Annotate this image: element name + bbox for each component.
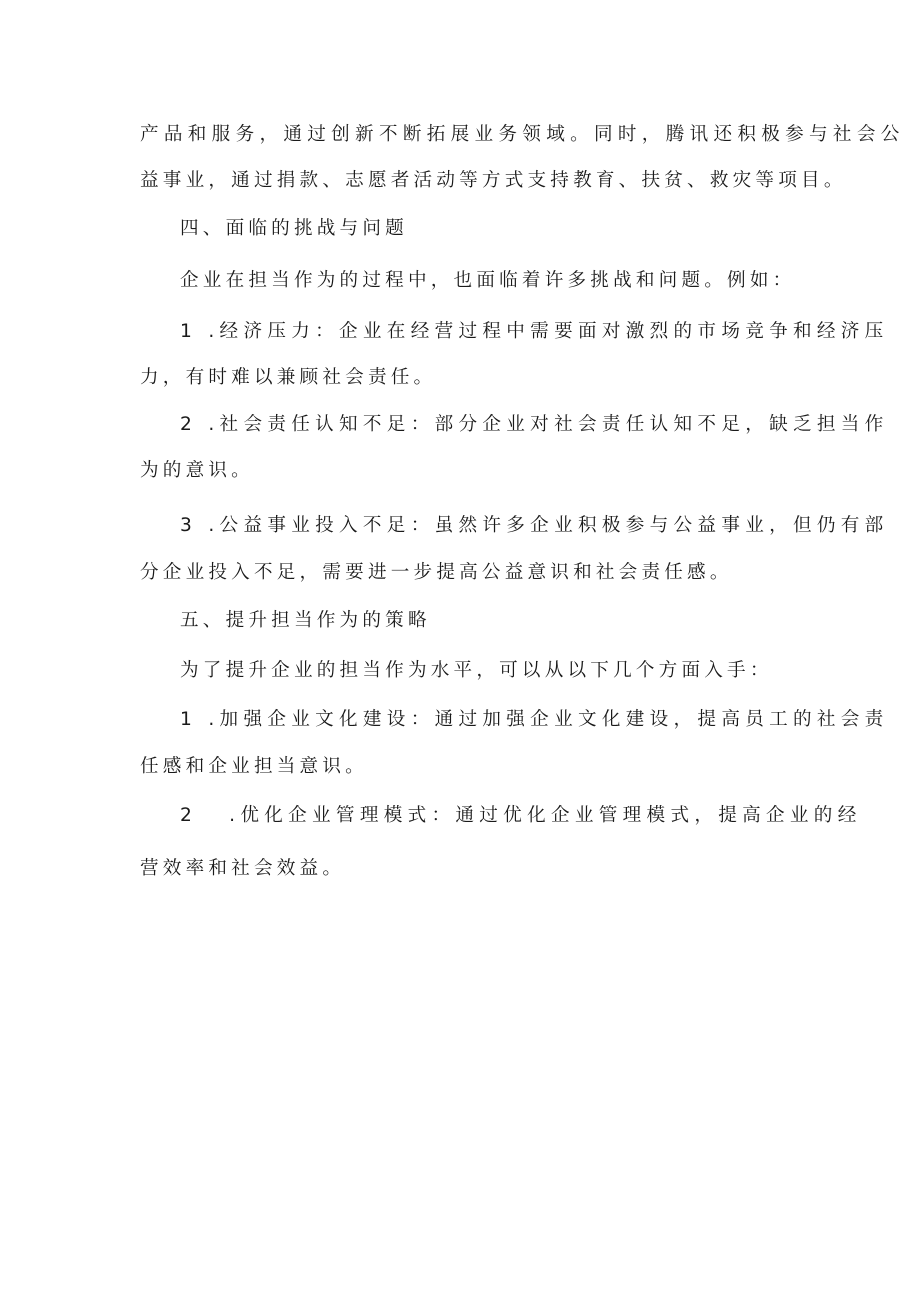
list-item-line: 任感和企业担当意识。 — [140, 756, 368, 777]
paragraph-line: 产品和服务，通过创新不断拓展业务领域。同时，腾讯还积极参与社会公 — [140, 124, 905, 145]
paragraph-line: 企业在担当作为的过程中，也面临着许多挑战和问题。例如： — [180, 270, 796, 291]
list-item-number: 2 — [180, 805, 198, 826]
section-heading: 四、面临的挑战与问题 — [180, 218, 408, 239]
list-item-line: 力，有时难以兼顾社会责任。 — [140, 367, 437, 388]
list-item-text: .优化企业管理模式：通过优化企业管理模式，提高企业的经 — [229, 805, 862, 826]
list-item-line: 3 .公益事业投入不足：虽然许多企业积极参与公益事业，但仍有部 — [180, 515, 889, 536]
list-item-line: 营效率和社会效益。 — [140, 858, 346, 879]
list-item-line: 分企业投入不足，需要进一步提高公益意识和社会责任感。 — [140, 562, 733, 583]
list-item-line: 1 .经济压力：企业在经营过程中需要面对激烈的市场竞争和经济压 — [180, 321, 889, 342]
list-item-line: 为的意识。 — [140, 460, 254, 481]
list-item-line — [180, 804, 862, 828]
paragraph-line: 益事业，通过捐款、志愿者活动等方式支持教育、扶贫、救灾等项目。 — [140, 170, 847, 191]
paragraph-line: 为了提升企业的担当作为水平，可以从以下几个方面入手： — [180, 660, 773, 681]
section-heading: 五、提升担当作为的策略 — [180, 610, 431, 631]
list-item-line: 2 .社会责任认知不足：部分企业对社会责任认知不足，缺乏担当作 — [180, 414, 889, 435]
list-item-line: 1 .加强企业文化建设：通过加强企业文化建设，提高员工的社会责 — [180, 709, 889, 730]
